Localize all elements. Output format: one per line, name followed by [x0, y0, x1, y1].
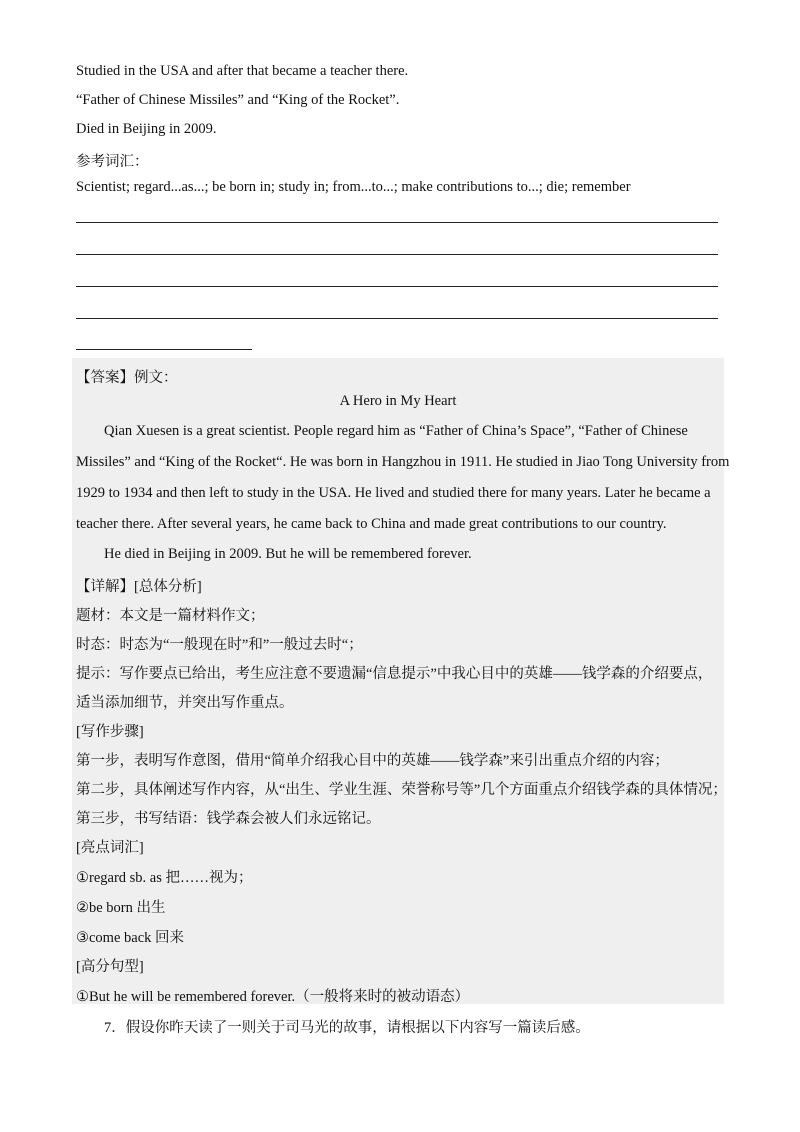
detail-label: 【详解】[总体分析] — [76, 579, 202, 595]
vocab-heading: 参考词汇： — [76, 154, 149, 170]
essay-line-4: teacher there. After several years, he came back to China and made great contributions to our country. — [76, 516, 667, 532]
detail-line: ②be born 出生 — [76, 900, 166, 916]
essay-title: A Hero in My Heart — [339, 393, 457, 409]
detail-line: 提示：写作要点已给出，考生应注意不要遗漏“信息提示”中我心目中的英雄——钱学森的介绍要点， — [76, 666, 713, 682]
detail-line: 第二步，具体阐述写作内容，从“出生、学业生涯、荣誉称号等”几个方面重点介绍钱学森的具体情况； — [76, 782, 727, 798]
detail-line: ①But he will be remembered forever.（一般将来时的被动语态） — [76, 989, 470, 1005]
detail-line: 第一步，表明写作意图，借用“简单介绍我心目中的英雄——钱学森”来引出重点介绍的内容； — [76, 753, 669, 769]
steps-heading: [写作步骤] — [76, 724, 144, 740]
sentence-pattern-heading: [高分句型] — [76, 959, 144, 975]
vocab-list: Scientist; regard...as...; be born in; study in; from...to...; make contributions to...; die; remember — [76, 179, 631, 195]
writing-line-1 — [76, 222, 718, 223]
detail-line: 第三步，书写结语：钱学森会被人们永远铭记。 — [76, 811, 381, 827]
detail-line: ①regard sb. as 把……视为； — [76, 870, 253, 886]
question-7: 7．假设你昨天读了一则关于司马光的故事，请根据以下内容写一篇读后感。 — [104, 1020, 590, 1036]
prompt-line-3: Died in Beijing in 2009. — [76, 121, 217, 137]
detail-line: 适当添加细节，并突出写作重点。 — [76, 695, 294, 711]
prompt-line-1: Studied in the USA and after that became a teacher there. — [76, 63, 409, 79]
vocab-highlight-heading: [亮点词汇] — [76, 840, 144, 856]
essay-line-3: 1929 to 1934 and then left to study in the USA. He lived and studied there for many years. Later he became a — [76, 485, 711, 501]
essay-line-1: Qian Xuesen is a great scientist. People regard him as “Father of China’s Space”, “Father of Chinese — [104, 423, 688, 439]
writing-line-3 — [76, 286, 718, 287]
detail-line: ③come back 回来 — [76, 930, 185, 946]
essay-line-2: Missiles” and “King of the Rocket“. He was born in Hangzhou in 1911. He studied in Jiao Tong University from — [76, 454, 730, 470]
answer-label: 【答案】例文： — [76, 370, 178, 386]
writing-line-4 — [76, 318, 718, 319]
prompt-line-2: “Father of Chinese Missiles” and “King of the Rocket”. — [76, 92, 400, 108]
essay-paragraph-2: He died in Beijing in 2009. But he will be remembered forever. — [104, 546, 472, 562]
detail-line: 时态：时态为“一般现在时”和”一般过去时“； — [76, 637, 363, 653]
writing-line-5 — [76, 349, 252, 350]
writing-line-2 — [76, 254, 718, 255]
detail-line: 题材：本文是一篇材料作文； — [76, 608, 265, 624]
